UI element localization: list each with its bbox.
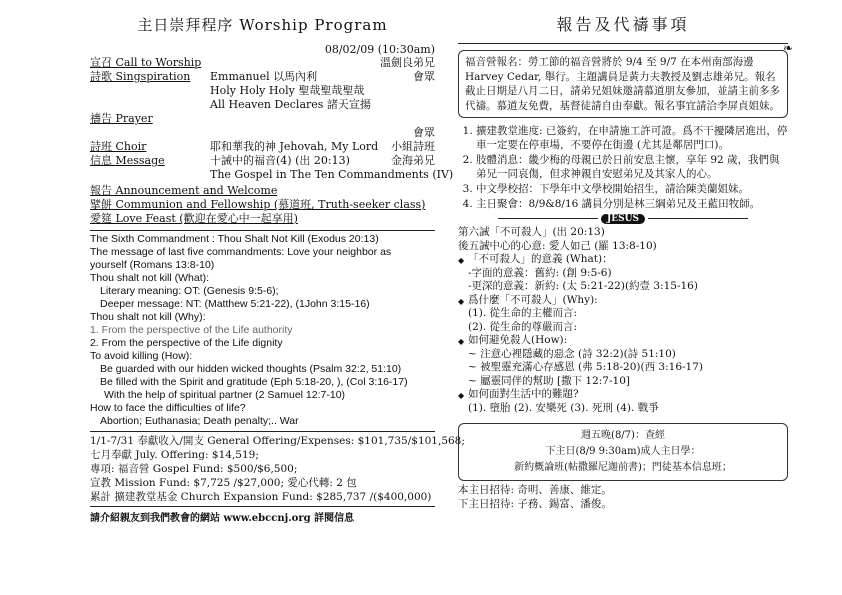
program-person: 小組詩班 [391, 140, 435, 153]
program-row [90, 112, 435, 126]
announcement-item: 4. 主日聚會：8/9&8/16 講員分別是林三綱弟兄及王藍田牧師。 [476, 197, 788, 211]
finance-line: 七月奉獻 July. Offering: $14,519; [90, 449, 259, 461]
sermon-line: 1. From the perspective of the Life authority [90, 324, 293, 336]
finance-section [90, 431, 465, 504]
program-row [90, 140, 435, 154]
program-person: 會眾 [413, 126, 435, 139]
program-person: 會眾 [413, 70, 435, 83]
announcements-column [458, 0, 793, 511]
schedule-box [458, 423, 788, 481]
sermon-line: With the help of spiritual partner (2 Samuel 12:7-10) [104, 389, 346, 401]
gospel-camp-text: 福音營報名：勞工節的福音營將於 9/4 至 9/7 在本州南部海邊 Harvey Cedar, 舉行。主題講員是黃力夫教授及劉志雄弟兄。報名截止日期是八月二日，請弟兄姐妹邀請慕道朋友參加，並請主前多多代禱。慕道友免費，基督徒請自由奉獻。報名事宜請洽李屏貞姐妹。 [465, 56, 780, 112]
sermon-line: 2. From the perspective of the Life dignity [90, 337, 283, 349]
program-row [90, 84, 435, 98]
communion-item: 擘餅 Communion and Fellowship (慕道班, Truth-seeker class) [90, 198, 426, 211]
program-row [90, 70, 435, 84]
program-label: 詩班 Choir [90, 140, 147, 153]
program-label: 禱告 Prayer [90, 112, 153, 125]
after-service-list [90, 184, 435, 226]
outline-line: (1). 從生命的主權而言: [468, 307, 578, 319]
worship-program-title: 主日崇拜程序 Worship Program [137, 16, 388, 34]
schedule-line: 新約概論班(帖撒羅尼迦前書)；門徒基本信息班； [514, 462, 732, 473]
sermon-outline [90, 230, 435, 428]
outline-line: -更深的意義：新約: (太 5:21-22)(約壹 3:15-16) [468, 280, 698, 292]
outline-line: 後五誡中心的心意: 愛人如己 (羅 13:8-10) [458, 239, 657, 252]
program-content: 十誡中的福音(4) (出 20:13) [210, 154, 350, 167]
program-label: 信息 Message [90, 154, 165, 167]
announcement-item: 3. 中文學校招：下學年中文學校開始招生，請洽陳美蘭姐妹。 [476, 182, 788, 196]
announcement-item: 報告 Announcement and Welcome [90, 184, 278, 197]
outline-line: ~ 注意心裡隱藏的惡念 (詩 32:2)(詩 51:10) [468, 347, 676, 360]
finance-line: 累計 擴建教堂基金 Church Expansion Fund: $285,737 /($400,000) [90, 491, 432, 503]
love-feast-item: 愛筵 Love Feast (歡迎在愛心中一起享用) [90, 212, 298, 225]
chinese-sermon-outline [458, 226, 788, 415]
outline-line: ◆ 如何避免殺人(How): [458, 334, 788, 348]
outline-line: (1). 墮胎 (2). 安樂死 (3). 死刑 (4). 戰爭 [468, 401, 659, 414]
service-date: 08/02/09 (10:30am) [324, 43, 435, 56]
jesus-divider [458, 213, 788, 224]
sermon-line: Be guarded with our hidden wicked thoughts (Psalm 32:2, 51:10) [100, 363, 402, 375]
sermon-line: yourself (Romans 13:8-10) [90, 259, 215, 271]
finance-line: 1/1-7/31 奉獻收入/開支 General Offering/Expenses: $101,735/$101,568; [90, 435, 465, 447]
finance-line: 宣教 Mission Fund: $7,725 /$27,000; 愛心代轉: 2 包 [90, 477, 357, 489]
program-row [90, 154, 435, 168]
scroll-curl-icon: ❧ [782, 41, 793, 55]
sermon-line: To avoid killing (How): [90, 350, 193, 362]
schedule-line: 週五晚(8/7)：查經 [581, 430, 665, 441]
website-footer[interactable]: 請介紹親友到我們教會的網站 www.ebccnj.org 詳閱信息 [90, 506, 435, 524]
outline-line: ◆ 「不可殺人」的意義 (What)： [458, 253, 788, 267]
announcement-list [458, 124, 788, 211]
finance-line: 專項: 福音營 Gospel Fund: $500/$6,500; [90, 463, 298, 475]
program-row [90, 98, 435, 112]
outline-line: ~ 被聖靈充滿心存感恩 (弗 5:18-20)(西 3:16-17) [468, 361, 704, 373]
program-person: 金海弟兄 [391, 154, 435, 167]
sermon-line: Literary meaning: OT: (Genesis 9:5-6); [100, 285, 279, 297]
outline-line: 第六誡「不可殺人」(出 20:13) [458, 226, 605, 238]
announcement-item: 2. 肢體消息：畿少梅的母親已於日前安息主懷，享年 92 歲，我們與弟兄一同哀傷，但求神親自安慰弟兄及其家人的心。 [476, 153, 788, 181]
sermon-line: Abortion; Euthanasia; Death penalty;.. War [100, 415, 299, 427]
sermon-line: Be filled with the Spirit and gratitude (Eph 5:18-20, ), (Col 3:16-17) [100, 376, 408, 388]
program-content: Holy Holy Holy 聖哉聖哉聖哉 [210, 84, 365, 97]
program-label: 宣召 Call to Worship [90, 56, 202, 69]
schedule-line: 下主日(8/9 9:30am)成人主日學： [545, 446, 701, 457]
host-line: 下主日招待: 子務、錫富、潘俊。 [458, 497, 612, 510]
program-content: 耶和華我的神 Jehovah, My Lord [210, 140, 379, 153]
program-label: 詩歌 Singspiration [90, 70, 191, 83]
outline-line: -字面的意義：舊約: (創 9:5-6) [468, 266, 612, 279]
jesus-badge-icon: JESUS [601, 214, 645, 224]
outline-line: ◆ 如何面對生活中的難題? [458, 388, 788, 402]
sermon-line: Thou shalt not kill (Why): [90, 311, 206, 323]
program-content: The Gospel in The Ten Commandments (IV) [210, 168, 454, 181]
outline-line: ~ 屬靈同伴的幫助 [撒下 12:7-10] [468, 374, 630, 387]
host-line: 本主日招待: 奇明、善康、維定。 [458, 484, 612, 496]
sermon-line: How to face the difficulties of life? [90, 402, 246, 414]
outline-line: (2). 從生命的尊嚴而言: [468, 320, 578, 333]
hosts-section [458, 484, 788, 511]
sermon-line: The Sixth Commandment : Thou Shalt Not Kill (Exodus 20:13) [90, 233, 379, 245]
program-row [90, 56, 435, 70]
sermon-line: Thou shalt not kill (What): [90, 272, 210, 284]
announcement-item: 1. 擴建教堂進度: 已簽約，在申請施工許可證。爲不干擾隣居進出，停車一定要在停車場，不要停在街邊 (尤其是鄰居門口)。 [476, 124, 788, 152]
gospel-camp-box [458, 41, 793, 118]
program-content: Emmanuel 以馬內利 [210, 70, 318, 83]
outline-line: ◆ 爲什麼「不可殺人」(Why): [458, 294, 788, 308]
sermon-line: Deeper message: NT: (Matthew 5:21-22), (1John 3:15-16) [100, 298, 370, 310]
worship-program-column [90, 0, 465, 524]
program-row [90, 168, 454, 182]
program-list [90, 56, 454, 182]
program-row [90, 126, 435, 140]
program-content: All Heaven Declares 諸天宣揚 [210, 98, 371, 111]
announcements-title: 報告及代禱事項 [556, 15, 690, 34]
sermon-line: The message of last five commandments: Love your neighbor as [90, 246, 392, 258]
program-person: 溫劍良弟兄 [380, 56, 435, 69]
